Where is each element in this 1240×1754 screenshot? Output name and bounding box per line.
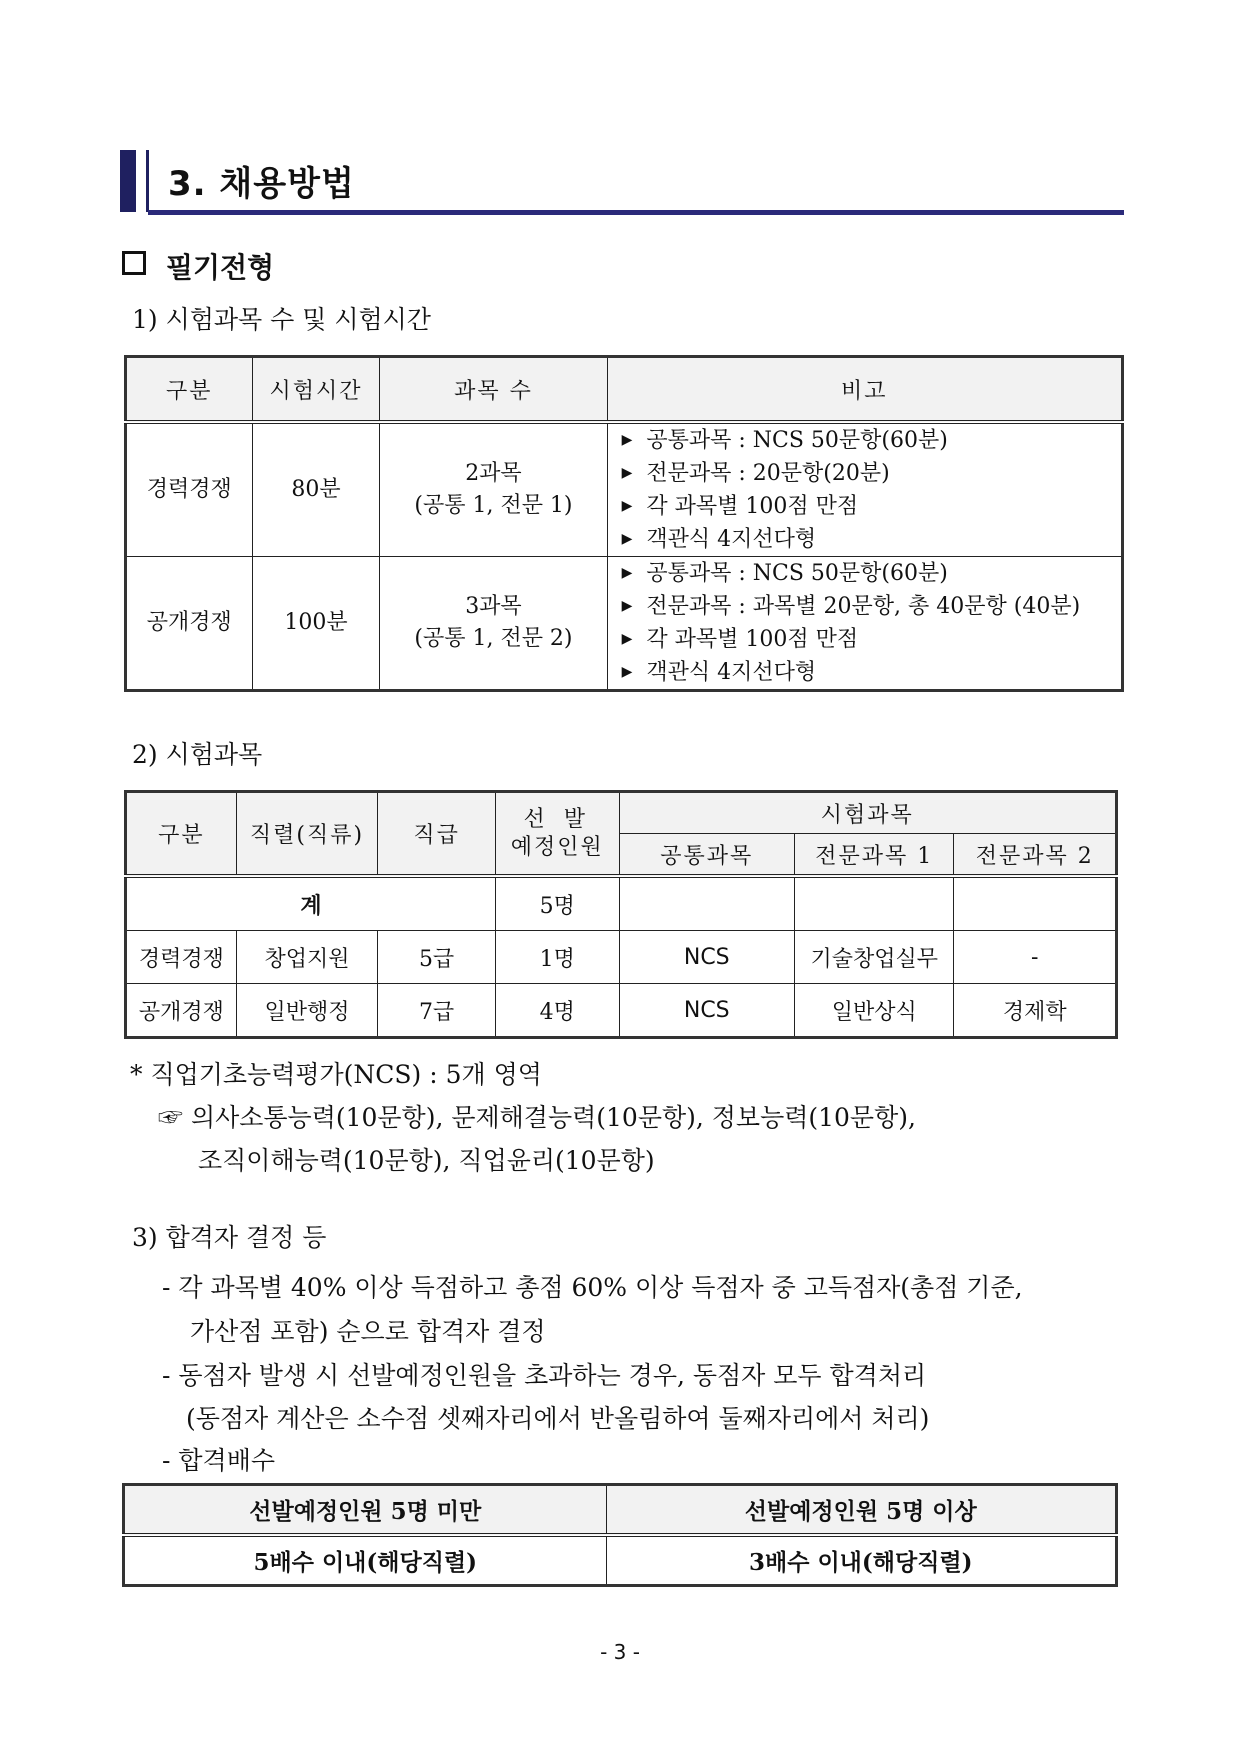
table-row: [126, 931, 1117, 984]
header-line: 선 발: [523, 806, 591, 832]
common-cell: NCS: [619, 931, 795, 984]
count-line: (공통 1, 전문 2): [414, 626, 573, 651]
total-planned-cell: 5명: [495, 876, 619, 931]
header-cell: 구분: [126, 357, 253, 423]
count-cell: [380, 422, 607, 557]
triangle-bullet-icon: ▶: [621, 565, 633, 581]
table-row: [126, 422, 1123, 557]
subsection-title: [122, 246, 274, 286]
note-item: ▶ 각 과목별 100점 만점: [621, 627, 859, 652]
table-header-row: [126, 357, 1123, 423]
ncs-areas-line: ☞ 의사소통능력(10문항), 문제해결능력(10문항), 정보능력(10문항),: [158, 1103, 916, 1132]
triangle-bullet-icon: ▶: [621, 432, 633, 448]
header-cell: 전문과목 2: [954, 834, 1117, 877]
header-line: 예정인원: [510, 834, 604, 860]
major2-cell: -: [954, 931, 1117, 984]
empty-cell: [954, 876, 1117, 931]
ncs-areas-line: 조직이해능력(10문항), 직업윤리(10문항): [198, 1146, 655, 1175]
header-cell: 시험시간: [252, 357, 380, 423]
count-cell: [380, 557, 607, 691]
grade-cell: 5급: [378, 931, 496, 984]
part3-heading: 3) 합격자 결정 등: [132, 1223, 327, 1252]
table-header-row: [124, 1485, 1117, 1536]
part1-heading: 1) 시험과목 수 및 시험시간: [132, 305, 431, 334]
triangle-bullet-icon: ▶: [621, 498, 633, 514]
major2-cell: 경제학: [954, 984, 1117, 1038]
page-number: - 3 -: [600, 1640, 640, 1664]
exam-subject-table: [124, 790, 1118, 1039]
section-accent-bar: [120, 150, 136, 212]
pass-ratio-table: [122, 1483, 1118, 1587]
header-cell: 시험과목: [619, 792, 1116, 834]
header-cell: 직급: [378, 792, 496, 877]
type-cell: 경력경쟁: [126, 931, 237, 984]
series-cell: 일반행정: [236, 984, 378, 1038]
table-header-row: [126, 792, 1117, 834]
triangle-bullet-icon: ▶: [621, 598, 633, 614]
subsection-title-text: 필기전형: [166, 251, 275, 284]
section-rule: [148, 210, 1124, 215]
ncs-note: * 직업기초능력평가(NCS) : 5개 영역: [130, 1060, 542, 1089]
grade-cell: 7급: [378, 984, 496, 1038]
empty-cell: [619, 876, 795, 931]
note-item: ▶ 공통과목 : NCS 50문항(60분): [621, 561, 948, 586]
header-cell: 직렬(직류): [236, 792, 378, 877]
criteria-item: - 동점자 발생 시 선발예정인원을 초과하는 경우, 동점자 모두 합격처리: [162, 1361, 927, 1390]
header-cell: 공통과목: [619, 834, 795, 877]
table-row: [126, 876, 1117, 931]
criteria-item-cont: (동점자 계산은 소수점 셋째자리에서 반올림하여 둘째자리에서 처리): [186, 1404, 930, 1433]
note-cell: [607, 422, 1122, 557]
square-bullet-icon: [122, 251, 146, 275]
header-cell: 구분: [126, 792, 237, 877]
table-row: [126, 557, 1123, 691]
header-cell: 전문과목 1: [795, 834, 954, 877]
common-cell: NCS: [619, 984, 795, 1038]
exam-time-table: [124, 355, 1124, 692]
note-item: ▶ 전문과목 : 과목별 20문항, 총 40문항 (40분): [621, 594, 1081, 619]
time-cell: 100분: [252, 557, 380, 691]
ratio-cell: 3배수 이내(해당직렬): [606, 1535, 1116, 1586]
table-row: [124, 1535, 1117, 1586]
header-cell: 비고: [607, 357, 1122, 423]
count-line: (공통 1, 전문 1): [414, 493, 573, 518]
note-item: ▶ 객관식 4지선다형: [621, 660, 817, 685]
major1-cell: 기술창업실무: [795, 931, 954, 984]
note-item: ▶ 전문과목 : 20문항(20분): [621, 461, 890, 486]
table-row: [126, 984, 1117, 1038]
type-cell: 공개경쟁: [126, 984, 237, 1038]
series-cell: 창업지원: [236, 931, 378, 984]
header-cell: 선발예정인원 5명 이상: [606, 1485, 1116, 1536]
total-label-cell: 계: [126, 876, 496, 931]
section-title: 3. 채용방법: [168, 164, 355, 204]
planned-cell: 4명: [495, 984, 619, 1038]
triangle-bullet-icon: ▶: [621, 664, 633, 680]
planned-cell: 1명: [495, 931, 619, 984]
header-cell: [495, 792, 619, 877]
note-item: ▶ 객관식 4지선다형: [621, 527, 817, 552]
header-cell: 선발예정인원 5명 미만: [124, 1485, 607, 1536]
note-item: ▶ 공통과목 : NCS 50문항(60분): [621, 428, 948, 453]
criteria-item: - 각 과목별 40% 이상 득점하고 총점 60% 이상 득점자 중 고득점자(총점 기준,: [162, 1273, 1023, 1302]
part2-heading: 2) 시험과목: [132, 740, 263, 769]
triangle-bullet-icon: ▶: [621, 465, 633, 481]
count-line: 3과목: [465, 594, 522, 619]
major1-cell: 일반상식: [795, 984, 954, 1038]
triangle-bullet-icon: ▶: [621, 631, 633, 647]
empty-cell: [795, 876, 954, 931]
header-cell: 과목 수: [380, 357, 607, 423]
count-line: 2과목: [465, 461, 522, 486]
type-cell: 경력경쟁: [126, 422, 253, 557]
type-cell: 공개경쟁: [126, 557, 253, 691]
ratio-cell: 5배수 이내(해당직렬): [124, 1535, 607, 1586]
criteria-item: - 합격배수: [162, 1446, 275, 1475]
time-cell: 80분: [252, 422, 380, 557]
criteria-item-cont: 가산점 포함) 순으로 합격자 결정: [190, 1317, 546, 1346]
note-cell: [607, 557, 1122, 691]
section-accent-line: [146, 150, 149, 212]
triangle-bullet-icon: ▶: [621, 531, 633, 547]
note-item: ▶ 각 과목별 100점 만점: [621, 494, 859, 519]
